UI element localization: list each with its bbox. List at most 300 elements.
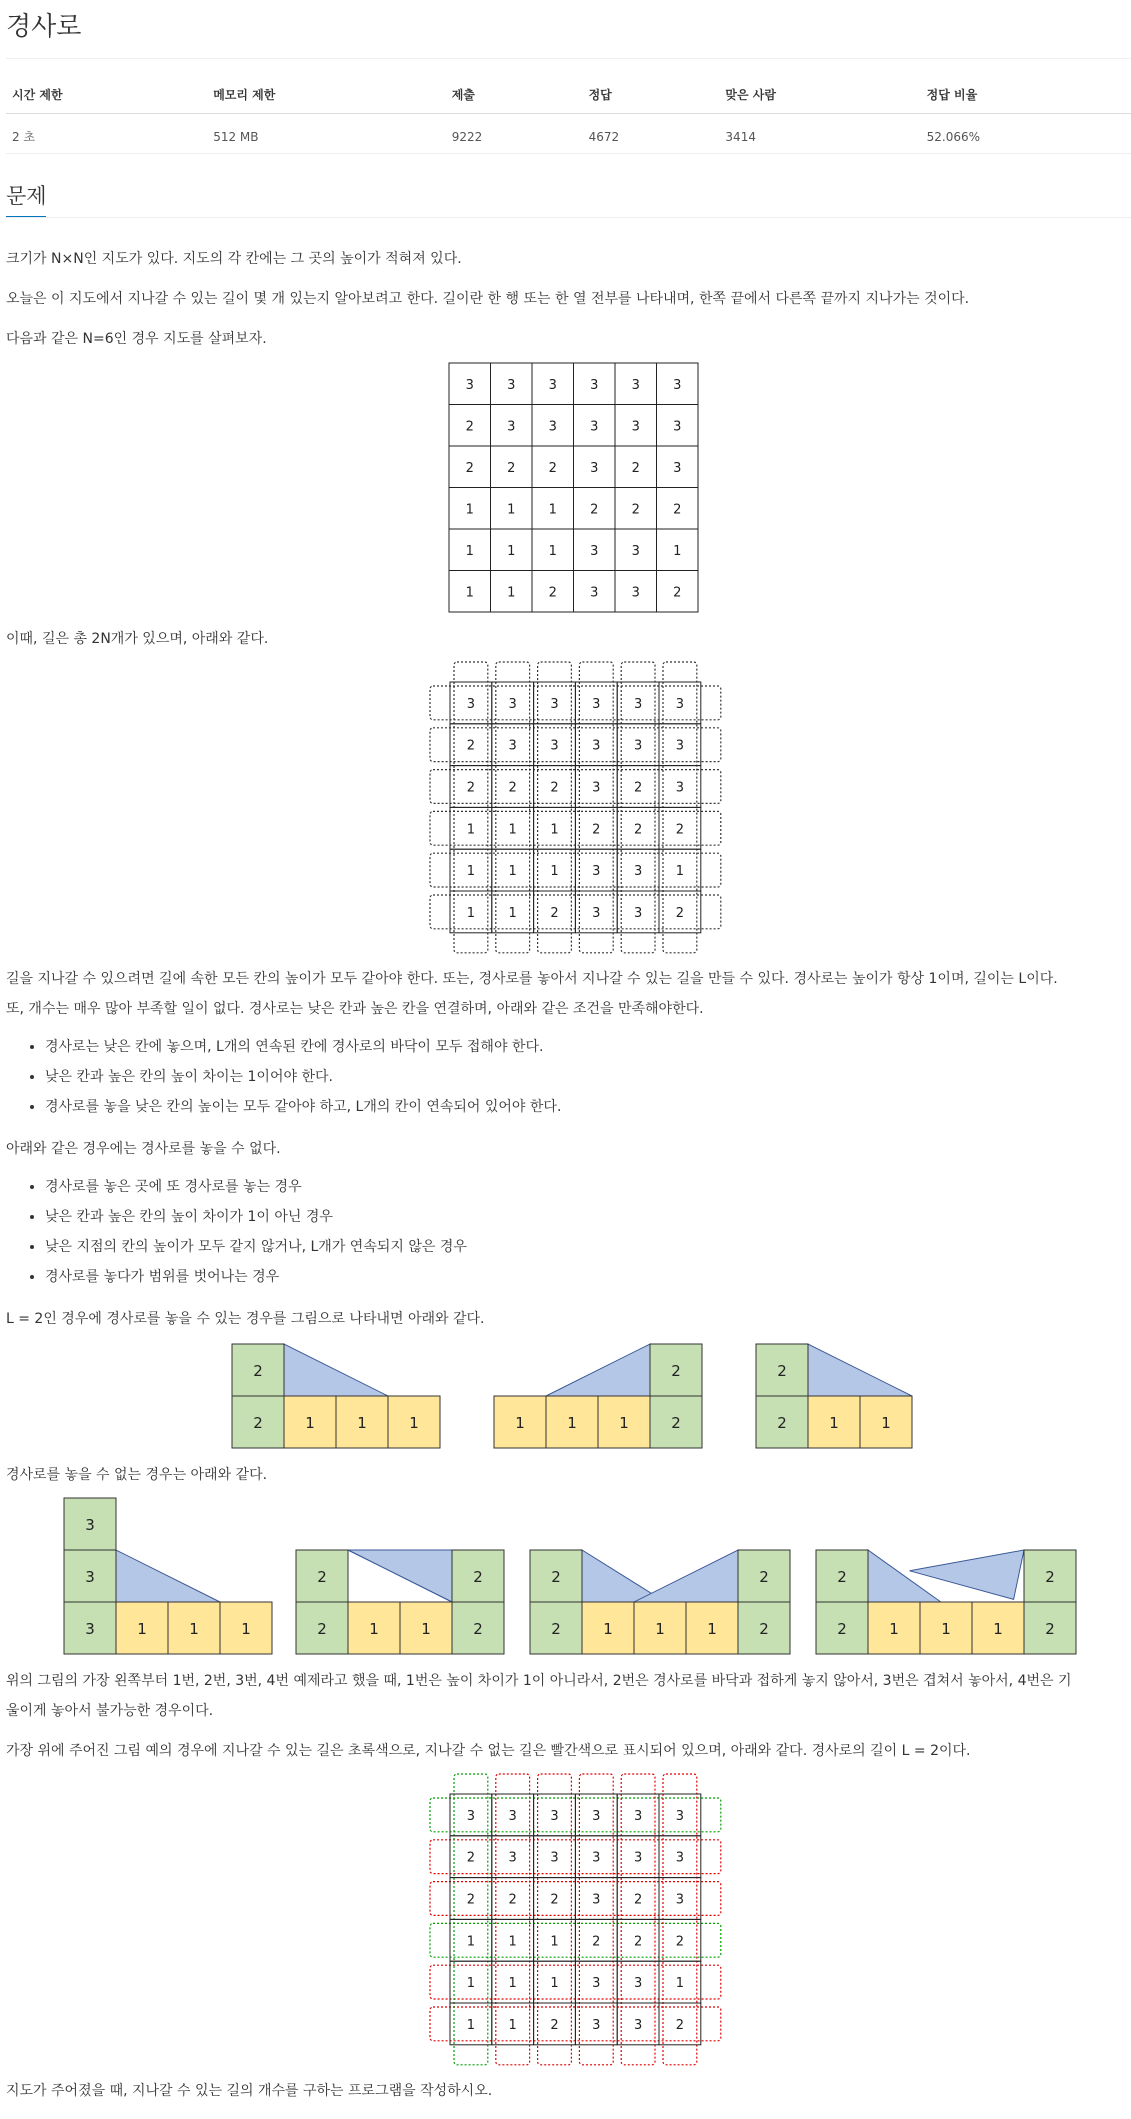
grid-cell-value: 3: [675, 780, 685, 796]
ramp-shape: [808, 1344, 912, 1396]
grid-cell-value: 3: [508, 738, 517, 754]
grid-cell: [574, 446, 616, 488]
info-value-accepted: 4672: [583, 114, 720, 154]
grid-cell: [659, 766, 701, 808]
example-cell-value: 1: [889, 1620, 899, 1638]
grid-cell: [534, 766, 576, 808]
grid-cell-value: 3: [508, 1850, 517, 1866]
grid-cell: [659, 682, 701, 724]
ramp-shape: [546, 1344, 650, 1396]
grid-cell: [449, 405, 491, 447]
grid-cell-value: 2: [466, 780, 476, 796]
example-cell: [220, 1602, 272, 1654]
paragraph-5a: 길을 지나갈 수 있으려면 길에 속한 모든 칸의 높이가 모두 같아야 한다. 또는, 경사로를 놓아서 지나갈 수 있는 길을 만들 수 있다. 경사로는 높이가 항상 1이며, 길이는 L이다.: [6, 971, 1058, 987]
example-cell-value: 1: [137, 1620, 147, 1638]
grid-cell: [450, 1836, 492, 1878]
info-value-time: 2 초: [6, 114, 207, 154]
grid-cell: [492, 807, 534, 849]
example-cell-value: 2: [1045, 1620, 1055, 1638]
grid-cell-value: 3: [592, 696, 601, 712]
example-cell-value: 2: [759, 1568, 769, 1586]
grid-cell-value: 3: [548, 377, 557, 393]
grid-cell: [657, 488, 699, 530]
page-title: 경사로: [6, 12, 82, 42]
example-cell: [296, 1602, 348, 1654]
grid-cell: [491, 529, 533, 571]
grid-cell: [575, 1961, 617, 2003]
grid-cell-value: 3: [633, 1976, 643, 1992]
grid-cell-value: 1: [465, 543, 474, 559]
paragraph-6: 아래와 같은 경우에는 경사로를 놓을 수 없다.: [6, 1141, 281, 1157]
grid-cell: [574, 529, 616, 571]
grid-cell-value: 2: [592, 822, 601, 838]
grid-cell-value: 1: [508, 822, 517, 838]
example-cell-value: 2: [1045, 1568, 1055, 1586]
example-cell: [530, 1602, 582, 1654]
grid-cell-value: 1: [465, 585, 474, 601]
grid-cell-value: 2: [633, 1934, 643, 1950]
grid-cell-value: 2: [548, 585, 557, 601]
grid-cell: [492, 724, 534, 766]
grid-cell: [450, 724, 492, 766]
grid-cell: [575, 2003, 617, 2045]
grid-cell-value: 1: [507, 585, 516, 601]
info-header-solvers: 맞은 사람: [719, 76, 920, 114]
example-cell: [686, 1602, 738, 1654]
grid-cell: [450, 766, 492, 808]
grid-cell: [491, 571, 533, 613]
grid-cell-value: 3: [550, 738, 559, 754]
example-cell: [232, 1344, 284, 1396]
grid-cell: [532, 363, 574, 405]
grid-cell: [659, 1836, 701, 1878]
info-header-memory: 메모리 제한: [207, 76, 446, 114]
example-cell-value: 1: [829, 1414, 839, 1432]
ramp-conditions-list: [20, 1032, 561, 1122]
grid-cell-value: 3: [631, 377, 640, 393]
grid-cell: [575, 1794, 617, 1836]
grid-cell-value: 2: [466, 1892, 476, 1908]
example-cell: [284, 1396, 336, 1448]
example-cell: [816, 1550, 868, 1602]
grid-cell-value: 1: [466, 1934, 476, 1950]
grid-cell-value: 3: [675, 696, 685, 712]
grid-cell: [657, 529, 699, 571]
grid-cell-value: 1: [508, 2017, 517, 2033]
info-header-submissions: 제출: [446, 76, 583, 114]
grid-cell: [659, 1878, 701, 1920]
grid-cell-value: 2: [465, 460, 474, 476]
example-cell-value: 2: [253, 1362, 263, 1380]
info-value-solvers: 3414: [719, 114, 920, 154]
grid-cell-value: 3: [550, 1808, 559, 1824]
example-cell-value: 1: [189, 1620, 199, 1638]
grid-cell: [450, 1794, 492, 1836]
grid-cell: [617, 766, 659, 808]
grid-cell-value: 2: [631, 460, 640, 476]
example-cell: [546, 1396, 598, 1448]
info-header-time: 시간 제한: [6, 76, 207, 114]
example-cell-value: 1: [515, 1414, 525, 1432]
example-cell-value: 1: [357, 1414, 367, 1432]
grid-cell-value: 3: [592, 1808, 601, 1824]
grid-cell: [575, 682, 617, 724]
grid-cell: [617, 1794, 659, 1836]
grid-cell-value: 3: [592, 1892, 601, 1908]
paragraph-5b: 또, 개수는 매우 많아 부족할 일이 없다. 경사로는 낮은 칸과 높은 칸을 연결하며, 아래와 같은 조건을 만족해야한다.: [6, 1001, 704, 1017]
grid-cell: [617, 1961, 659, 2003]
grid-cell: [615, 529, 657, 571]
grid-cell-value: 2: [673, 502, 682, 518]
grid-cell-value: 3: [675, 1850, 685, 1866]
grid-cell: [615, 405, 657, 447]
grid-cell-value: 3: [673, 377, 682, 393]
grid-cell-value: 3: [590, 543, 599, 559]
section-title-problem: 문제: [6, 184, 47, 208]
grid-cell: [449, 363, 491, 405]
grid-cell: [615, 446, 657, 488]
grid-cell: [574, 488, 616, 530]
grid-cell-value: 3: [592, 780, 601, 796]
grid-cell: [659, 1961, 701, 2003]
example-cell-value: 1: [941, 1620, 951, 1638]
paragraph-8: 경사로를 놓을 수 없는 경우는 아래와 같다.: [6, 1467, 268, 1483]
grid-cell: [617, 1919, 659, 1961]
grid-cell-value: 1: [548, 543, 557, 559]
grid-cell: [450, 891, 492, 933]
grid-cell: [575, 849, 617, 891]
grid-cell: [491, 363, 533, 405]
grid-cell: [659, 1919, 701, 1961]
example-cell-value: 2: [317, 1568, 327, 1586]
grid-cell-value: 1: [466, 1976, 476, 1992]
grid-cell-value: 1: [508, 1976, 517, 1992]
grid-cell-value: 3: [548, 419, 557, 435]
grid-cell: [574, 405, 616, 447]
example-cell-value: 3: [85, 1620, 95, 1638]
grid-cell: [575, 766, 617, 808]
grid-cell-value: 3: [592, 905, 601, 921]
grid-cell-value: 3: [592, 1976, 601, 1992]
grid-cell: [449, 488, 491, 530]
grid-cell: [534, 1836, 576, 1878]
example-cell: [296, 1550, 348, 1602]
paragraph-10: 가장 위에 주어진 그림 예의 경우에 지나갈 수 있는 길은 초록색으로, 지나갈 수 없는 길은 빨간색으로 표시되어 있으며, 아래와 같다. 경사로의 길이 L = 2이다.: [6, 1743, 971, 1759]
example-cell: [388, 1396, 440, 1448]
grid-cell: [617, 849, 659, 891]
grid-cell-value: 3: [675, 738, 685, 754]
grid-cell: [659, 849, 701, 891]
grid-cell-value: 1: [466, 905, 476, 921]
grid-cell-value: 1: [550, 1934, 559, 1950]
grid-cell: [534, 849, 576, 891]
example-cell-value: 2: [473, 1568, 483, 1586]
grid-cell-value: 3: [592, 2017, 601, 2033]
grid-cell-value: 1: [466, 822, 476, 838]
example-cell-value: 2: [777, 1362, 787, 1380]
grid-cell: [575, 807, 617, 849]
example-cell-value: 1: [409, 1414, 419, 1432]
example-cell: [64, 1602, 116, 1654]
grid-cell-value: 2: [590, 502, 599, 518]
valid-ramp-examples-figure: [230, 1340, 920, 1452]
grid-cell: [449, 529, 491, 571]
example-cell: [860, 1396, 912, 1448]
grid-cell: [617, 724, 659, 766]
example-cell: [1024, 1550, 1076, 1602]
grid-cell-value: 2: [550, 2017, 559, 2033]
grid-cell: [450, 1961, 492, 2003]
grid-cell-value: 3: [592, 864, 601, 880]
grid-cell-value: 3: [592, 738, 601, 754]
example-cell-value: 1: [707, 1620, 717, 1638]
grid-cell: [615, 363, 657, 405]
grid-cell: [657, 405, 699, 447]
example-cell-value: 2: [671, 1362, 681, 1380]
info-header-ratio: 정답 비율: [921, 76, 1131, 114]
list-item: • 경사로를 놓은 곳에 또 경사로를 놓는 경우: [45, 1172, 467, 1202]
grid-cell-value: 3: [465, 377, 474, 393]
paragraph-7: L = 2인 경우에 경사로를 놓을 수 있는 경우를 그림으로 나타내면 아래와 같다.: [6, 1311, 485, 1327]
example-cell: [920, 1602, 972, 1654]
grid-cell: [575, 1878, 617, 1920]
info-header-row: [6, 76, 1131, 114]
grid-cell-value: 2: [550, 780, 559, 796]
grid-cell-value: 1: [675, 1976, 685, 1992]
all-paths-figure: [428, 660, 722, 956]
grid-cell: [617, 1836, 659, 1878]
grid-cell-value: 3: [550, 1850, 559, 1866]
grid-cell: [491, 446, 533, 488]
grid-cell-value: 3: [590, 585, 599, 601]
paragraph-3: 다음과 같은 N=6인 경우 지도를 살펴보자.: [6, 331, 267, 347]
grid-cell: [450, 807, 492, 849]
grid-cell: [450, 1919, 492, 1961]
example-cell: [738, 1602, 790, 1654]
height-map-figure: [448, 362, 700, 614]
grid-cell-value: 2: [548, 460, 557, 476]
grid-cell: [492, 682, 534, 724]
grid-cell: [492, 1878, 534, 1920]
grid-cell-value: 2: [675, 905, 685, 921]
grid-cell-value: 3: [675, 1892, 685, 1908]
grid-cell-value: 3: [508, 696, 517, 712]
grid-cell: [532, 571, 574, 613]
grid-cell-value: 2: [675, 822, 685, 838]
grid-cell-value: 3: [631, 585, 640, 601]
grid-cell-value: 2: [466, 1850, 476, 1866]
grid-cell: [492, 2003, 534, 2045]
grid-cell-value: 3: [590, 419, 599, 435]
example-cell: [582, 1602, 634, 1654]
grid-cell: [492, 891, 534, 933]
grid-cell: [450, 849, 492, 891]
grid-cell-value: 2: [466, 738, 476, 754]
grid-cell-value: 2: [465, 419, 474, 435]
example-cell: [336, 1396, 388, 1448]
grid-cell-value: 1: [550, 822, 559, 838]
grid-cell-value: 2: [675, 2017, 685, 2033]
grid-cell: [659, 2003, 701, 2045]
grid-cell-value: 1: [550, 1976, 559, 1992]
example-cell-value: 3: [85, 1568, 95, 1586]
grid-cell-value: 2: [508, 1892, 517, 1908]
example-cell-value: 2: [551, 1568, 561, 1586]
example-cell: [530, 1550, 582, 1602]
example-cell: [64, 1550, 116, 1602]
example-cell: [650, 1396, 702, 1448]
grid-cell-value: 3: [633, 864, 643, 880]
grid-cell: [659, 1794, 701, 1836]
example-cell: [650, 1344, 702, 1396]
grid-cell-value: 3: [673, 419, 682, 435]
grid-cell-value: 2: [550, 1892, 559, 1908]
example-cell: [348, 1602, 400, 1654]
example-cell: [168, 1602, 220, 1654]
example-cell: [756, 1344, 808, 1396]
grid-cell: [615, 571, 657, 613]
example-cell: [598, 1396, 650, 1448]
example-cell-value: 1: [603, 1620, 613, 1638]
grid-cell: [534, 1794, 576, 1836]
section-divider: [6, 217, 1131, 218]
paragraph-4: 이때, 길은 총 2N개가 있으며, 아래와 같다.: [6, 631, 269, 647]
paragraph-9a: 위의 그림의 가장 왼쪽부터 1번, 2번, 3번, 4번 예제라고 했을 때, 1번은 높이 차이가 1이 아니라서, 2번은 경사로를 바닥과 접하게 놓지 않아서, 3번은 겹쳐서 놓아서, 4번은 기: [6, 1673, 1072, 1689]
grid-cell: [617, 2003, 659, 2045]
info-header-accepted: 정답: [583, 76, 720, 114]
grid-cell-value: 1: [508, 1934, 517, 1950]
grid-cell: [450, 1878, 492, 1920]
grid-cell-value: 3: [675, 1808, 685, 1824]
example-cell-value: 2: [253, 1414, 263, 1432]
grid-cell: [491, 405, 533, 447]
grid-cell-value: 3: [633, 1850, 643, 1866]
example-cell-value: 2: [551, 1620, 561, 1638]
example-cell: [756, 1396, 808, 1448]
info-table: [6, 76, 1131, 154]
grid-cell-value: 1: [548, 502, 557, 518]
grid-cell-value: 3: [507, 377, 516, 393]
info-value-ratio: 52.066%: [921, 114, 1131, 154]
example-cell-value: 2: [671, 1414, 681, 1432]
list-item: • 경사로를 놓을 낮은 칸의 높이는 모두 같아야 하고, L개의 칸이 연속되어 있어야 한다.: [45, 1092, 561, 1122]
example-cell-value: 2: [759, 1620, 769, 1638]
example-cell: [400, 1602, 452, 1654]
grid-cell: [532, 488, 574, 530]
grid-cell: [492, 1836, 534, 1878]
list-item: • 낮은 지점의 칸의 높이가 모두 같지 않거나, L개가 연속되지 않은 경우: [45, 1232, 467, 1262]
grid-cell: [657, 571, 699, 613]
example-cell: [868, 1602, 920, 1654]
grid-cell: [492, 766, 534, 808]
grid-cell: [534, 1961, 576, 2003]
title-divider: [6, 58, 1131, 59]
grid-cell: [532, 446, 574, 488]
grid-cell-value: 2: [633, 822, 643, 838]
example-cell-value: 2: [473, 1620, 483, 1638]
grid-cell: [492, 849, 534, 891]
grid-cell: [575, 1836, 617, 1878]
grid-cell: [617, 891, 659, 933]
example-cell-value: 2: [837, 1620, 847, 1638]
example-cell-value: 1: [421, 1620, 431, 1638]
grid-cell: [534, 2003, 576, 2045]
grid-cell-value: 3: [633, 738, 643, 754]
grid-cell-value: 3: [631, 419, 640, 435]
ramp-shape: [634, 1550, 738, 1602]
grid-cell: [615, 488, 657, 530]
example-cell-value: 2: [837, 1568, 847, 1586]
grid-cell: [574, 363, 616, 405]
info-value-row: [6, 114, 1131, 154]
example-cell: [64, 1498, 116, 1550]
grid-cell-value: 2: [633, 1892, 643, 1908]
grid-cell-value: 1: [466, 2017, 476, 2033]
grid-cell: [532, 405, 574, 447]
grid-cell: [450, 682, 492, 724]
grid-cell-value: 2: [550, 905, 559, 921]
grid-cell-value: 3: [590, 377, 599, 393]
grid-cell-value: 3: [631, 543, 640, 559]
grid-cell: [534, 1919, 576, 1961]
grid-cell: [617, 682, 659, 724]
grid-cell-value: 2: [592, 1934, 601, 1950]
list-item: • 낮은 칸과 높은 칸의 높이 차이는 1이어야 한다.: [45, 1062, 561, 1092]
grid-cell: [450, 2003, 492, 2045]
grid-cell-value: 3: [592, 1850, 601, 1866]
example-cell-value: 1: [305, 1414, 315, 1432]
example-cell: [634, 1602, 686, 1654]
example-cell: [808, 1396, 860, 1448]
example-cell: [972, 1602, 1024, 1654]
grid-cell: [575, 1919, 617, 1961]
grid-cell-value: 1: [466, 864, 476, 880]
example-cell-value: 1: [881, 1414, 891, 1432]
grid-cell-value: 3: [508, 1808, 517, 1824]
grid-cell-value: 2: [675, 1934, 685, 1950]
grid-cell-value: 1: [550, 864, 559, 880]
passable-paths-figure: [428, 1772, 722, 2068]
list-item: • 낮은 칸과 높은 칸의 높이 차이가 1이 아닌 경우: [45, 1202, 467, 1232]
grid-cell: [575, 891, 617, 933]
grid-cell-value: 1: [508, 864, 517, 880]
grid-cell-value: 3: [633, 1808, 643, 1824]
grid-cell-value: 3: [633, 2017, 643, 2033]
grid-cell: [492, 1919, 534, 1961]
grid-cell-value: 1: [673, 543, 682, 559]
invalid-ramp-examples-figure: [60, 1496, 1090, 1660]
grid-cell-value: 1: [675, 864, 685, 880]
grid-cell-value: 2: [633, 780, 643, 796]
grid-cell-value: 2: [631, 502, 640, 518]
grid-cell: [574, 571, 616, 613]
grid-cell: [534, 724, 576, 766]
grid-cell: [657, 446, 699, 488]
grid-cell-value: 3: [466, 1808, 476, 1824]
grid-cell-value: 3: [590, 460, 599, 476]
grid-cell-value: 1: [507, 502, 516, 518]
example-cell: [816, 1602, 868, 1654]
example-cell: [1024, 1602, 1076, 1654]
grid-cell: [492, 1961, 534, 2003]
grid-cell-value: 1: [508, 905, 517, 921]
info-value-memory: 512 MB: [207, 114, 446, 154]
grid-cell: [657, 363, 699, 405]
info-value-submissions: 9222: [446, 114, 583, 154]
grid-cell: [659, 724, 701, 766]
grid-cell: [492, 1794, 534, 1836]
grid-cell-value: 1: [507, 543, 516, 559]
